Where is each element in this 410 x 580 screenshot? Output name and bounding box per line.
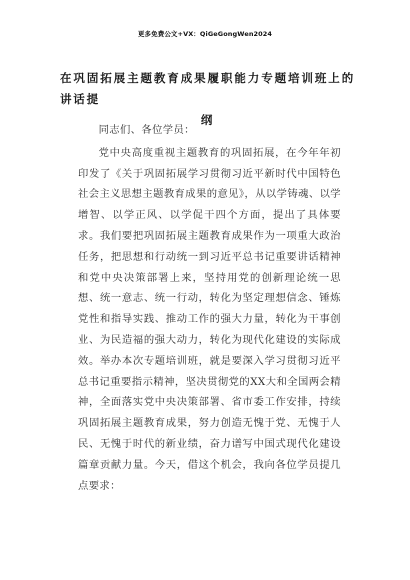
header-note: 更多免费公文+VX：QiGeGongWen2024 [137,30,273,38]
document-body [78,120,341,496]
title-line-1: 在巩固拓展主题教育成果履职能力专题培训班上的讲话提 [60,71,355,106]
title-line-2: 纲 [200,113,215,127]
paragraph: 党中央高度重视主题教育的巩固拓展，在今年年初印发了《关于巩固拓展学习贯彻习近平新时代中国特色社会主义思想主题教育成果的意见》，从以学铸魂、以学增智、以学正风、以学促干四个方面，提出了具体要求。我们要把巩固拓展主题教育成果作为一项重大政治任务，把思想和行动统一到习近平总书记重要讲话精神和党中央决策部署上来，坚持用党的创新理论统一思想、统一意志、统一行动，转化为坚定理想信念、锤炼党性和指导实践、推动工作的强大力量，转化为干事创业、为民造福的强大动力，转化为现代化建设的实际成效。举办本次专题培训班，就是要深入学习贯彻习近平总书记重要指示精神，坚决贯彻党的XX大和全国两会精神，全面落实党中央决策部署、省市委工作安排，持续巩固拓展主题教育成果，努力创造无愧于党、无愧于人民、无愧于时代的新业绩，奋力谱写中国式现代化建设篇章贡献力量。今天，借这个机会，我向各位学员提几点要求： [78,146,341,492]
greeting: 同志们、各位学员： [98,124,195,136]
